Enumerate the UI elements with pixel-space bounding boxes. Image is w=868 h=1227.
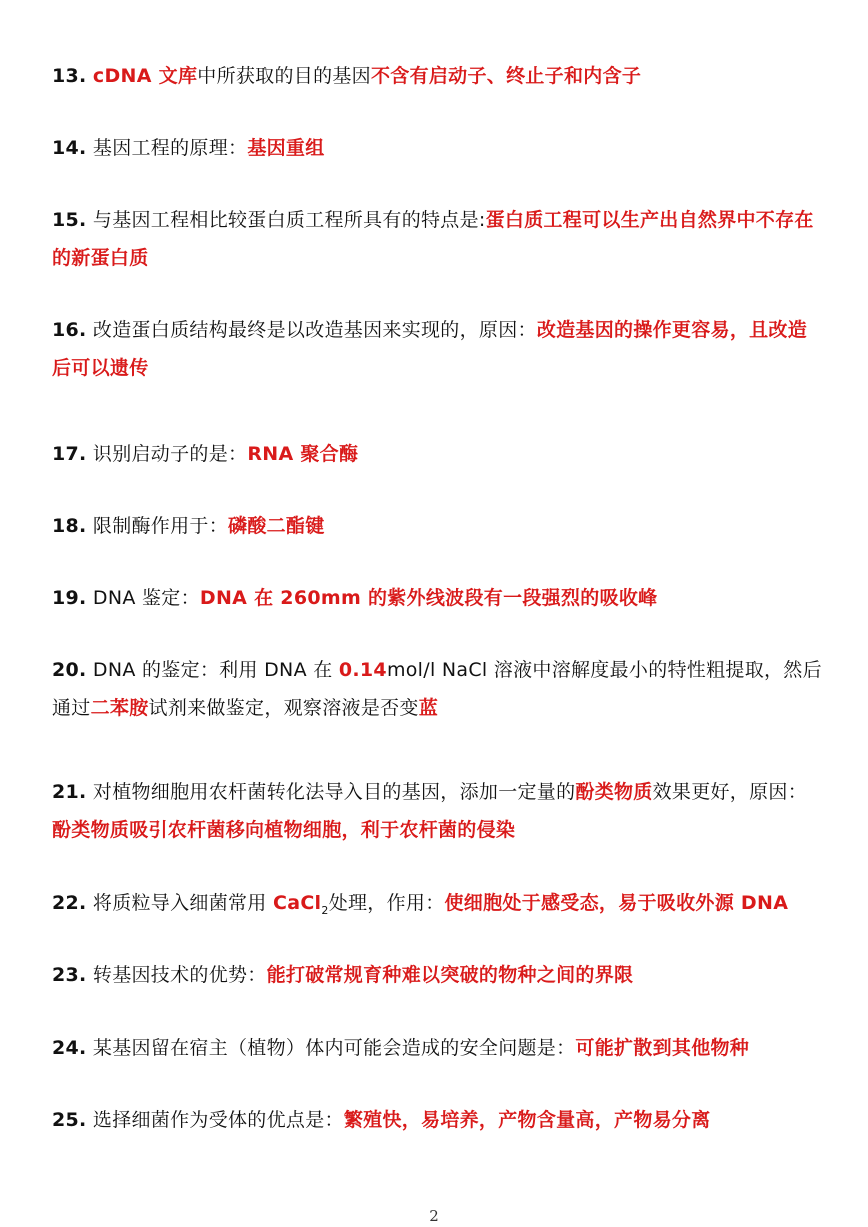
question-text: DNA 的鉴定：利用 DNA 在 (86, 659, 339, 681)
item-number: 22. (52, 892, 87, 914)
answer-text: 酚类物质 (575, 781, 653, 803)
question-text: mol/l NaCl 溶液中溶解度最小的特性粗提取，然后通过 (52, 659, 822, 719)
question-text: 与基因工程相比较蛋白质工程所具有的特点是: (86, 209, 486, 231)
item-number: 21. (52, 781, 87, 803)
answer-text: cDNA 文库 (92, 65, 198, 87)
question-text: 2 (321, 903, 329, 917)
question-text: 某基因留在宿主（植物）体内可能会造成的安全问题是： (86, 1037, 576, 1059)
list-item (52, 773, 822, 849)
list-item (52, 507, 822, 545)
item-number: 16. (52, 319, 87, 341)
list-item (52, 579, 822, 617)
question-text: 识别启动子的是： (86, 443, 248, 465)
answer-text: 酚类物质吸引农杆菌移向植物细胞，利于农杆菌的侵染 (52, 819, 516, 841)
item-number: 18. (52, 515, 87, 537)
question-text: 改造蛋白质结构最终是以改造基因来实现的，原因： (86, 319, 537, 341)
question-text: 选择细菌作为受体的优点是： (86, 1109, 344, 1131)
question-text: 基因工程的原理： (86, 137, 248, 159)
question-text: 效果更好，原因： (652, 781, 808, 803)
question-text: 试剂来做鉴定，观察溶液是否变 (148, 697, 419, 719)
item-number: 25. (52, 1109, 87, 1131)
answer-text: 不含有启动子、终止子和内含子 (370, 65, 642, 87)
page-number: 2 (429, 1207, 439, 1225)
item-number: 14. (52, 137, 87, 159)
list-item (52, 129, 822, 167)
answer-text: 能打破常规育种难以突破的物种之间的界限 (266, 964, 634, 986)
item-number: 24. (52, 1037, 87, 1059)
question-text: 中所获取的目的基因 (197, 65, 371, 87)
item-number: 17. (52, 443, 87, 465)
answer-text: 0.14 (338, 659, 387, 681)
answer-text: 可能扩散到其他物种 (575, 1037, 750, 1059)
list-item (52, 57, 822, 95)
answer-text: 使细胞处于感受态，易于吸收外源 DNA (444, 892, 789, 914)
answer-text: RNA 聚合酶 (247, 443, 359, 465)
item-number: 20. (52, 659, 87, 681)
question-text: 将质粒导入细菌常用 (86, 892, 273, 914)
list-item (52, 311, 822, 387)
list-item (52, 201, 822, 277)
question-text: DNA 鉴定： (86, 587, 200, 609)
answer-text: 改造基因的操作更容易，且改造后可以遗传 (52, 319, 808, 379)
list-item (52, 435, 822, 473)
question-text: 转基因技术的优势： (86, 964, 267, 986)
list-item (52, 1101, 822, 1139)
question-text: 处理，作用： (328, 892, 445, 914)
item-number: 15. (52, 209, 87, 231)
answer-text: 蛋白质工程可以生产出自然界中不存在的新蛋白质 (52, 209, 814, 269)
answer-text: 繁殖快，易培养，产物含量高，产物易分离 (343, 1109, 711, 1131)
item-number: 19. (52, 587, 87, 609)
answer-text: 基因重组 (247, 137, 325, 159)
answer-text: 蓝 (418, 697, 439, 719)
list-item (52, 1029, 822, 1067)
question-text: 对植物细胞用农杆菌转化法导入目的基因，添加一定量的 (86, 781, 576, 803)
question-text: 限制酶作用于： (86, 515, 229, 537)
answer-text: CaCl (272, 892, 322, 914)
item-number: 13. (52, 65, 87, 87)
list-item (52, 651, 822, 727)
answer-text: 二苯胺 (90, 697, 149, 719)
answer-text: DNA 在 260mm 的紫外线波段有一段强烈的吸收峰 (199, 587, 658, 609)
item-number: 23. (52, 964, 87, 986)
list-item (52, 884, 822, 930)
answer-text: 磷酸二酯键 (228, 515, 325, 537)
list-item (52, 956, 822, 994)
